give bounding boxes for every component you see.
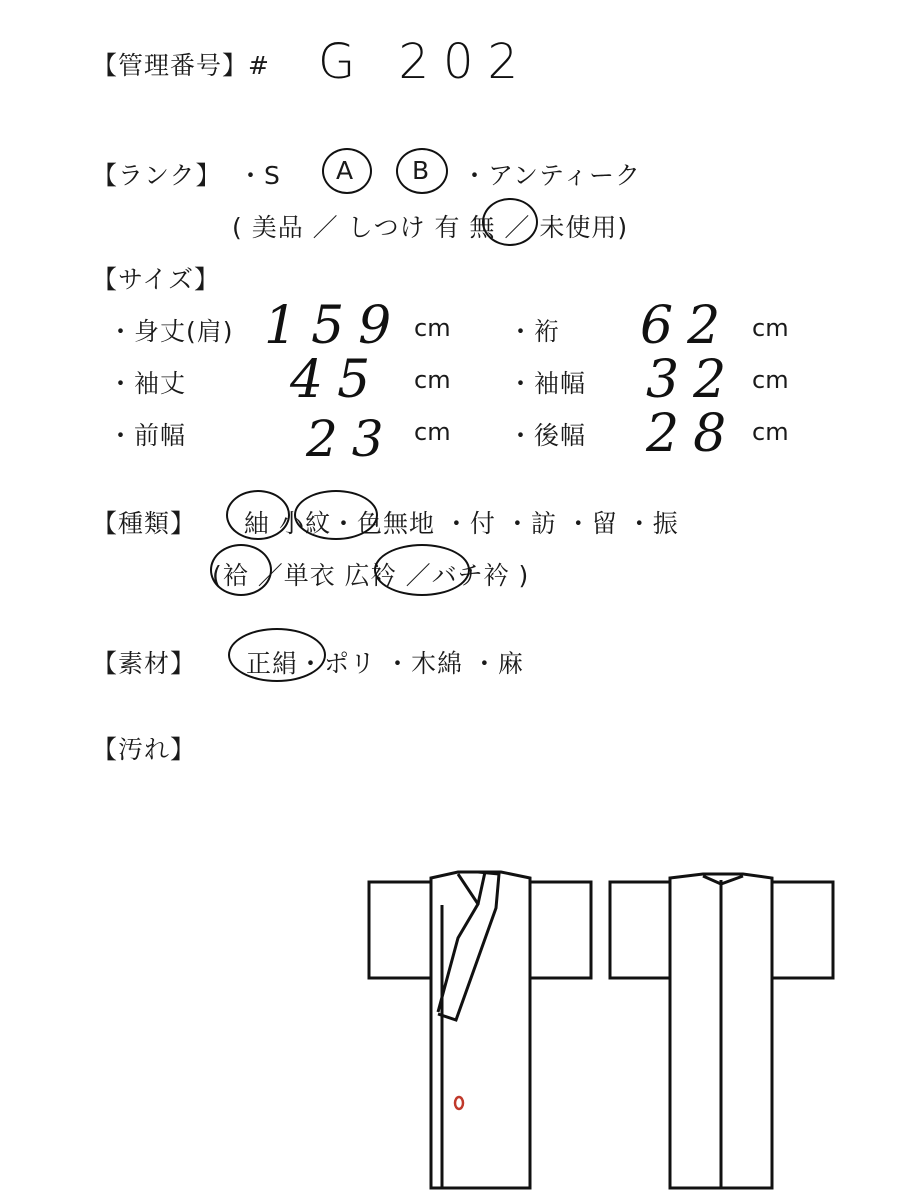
rank-option-s: ・S (238, 161, 281, 190)
rank-label: 【ランク】 (92, 161, 222, 190)
size-yuki-value: 62 (640, 296, 735, 356)
size-back-width-unit: cm (752, 418, 789, 446)
size-yuki-label: ・裄 (508, 317, 561, 346)
size-back-width-label: ・後幅 (508, 421, 587, 450)
size-length-unit: cm (414, 314, 451, 342)
size-sleeve-width-label: ・袖幅 (508, 369, 587, 398)
rank-option-a: A (336, 156, 355, 185)
size-sleeve-length-unit: cm (414, 366, 451, 394)
size-length-value: 159 (264, 296, 406, 356)
size-sleeve-width-unit: cm (752, 366, 789, 394)
rank-sub-line: ( 美品 ／ しつけ 有 無 ／ 未使用) (232, 213, 629, 242)
size-front-width-unit: cm (414, 418, 451, 446)
size-length-label: ・身丈(肩) (108, 317, 234, 346)
stain-mark-icon (455, 1097, 463, 1109)
size-sleeve-width-value: 32 (646, 350, 741, 410)
material-line: 正絹・ポリ ・木綿 ・麻 (246, 649, 524, 678)
size-front-width-value: 23 (306, 410, 398, 468)
size-sleeve-length-label: ・袖丈 (108, 369, 187, 398)
size-front-width-label: ・前幅 (108, 421, 187, 450)
size-back-width-value: 28 (646, 404, 741, 464)
management-number-value: G 202 (318, 34, 533, 90)
rank-option-b: B (412, 156, 431, 185)
kimono-back-icon (610, 874, 833, 1188)
kind-label: 【種類】 (92, 509, 197, 538)
stain-label: 【汚れ】 (92, 735, 197, 764)
management-number-label: 【管理番号】# (92, 51, 270, 80)
material-label: 【素材】 (92, 649, 197, 678)
kind-line-2: (袷 ／単衣 広衿 ／バチ衿 ) (212, 561, 530, 590)
kimono-front-icon (369, 872, 591, 1188)
size-label: 【サイズ】 (92, 265, 221, 294)
size-yuki-unit: cm (752, 314, 789, 342)
size-sleeve-length-value: 45 (290, 350, 385, 410)
rank-option-antique: ・アンティーク (462, 161, 642, 190)
kind-line-1: 紬 小紋・色無地 ・付 ・訪 ・留 ・振 (244, 509, 679, 538)
